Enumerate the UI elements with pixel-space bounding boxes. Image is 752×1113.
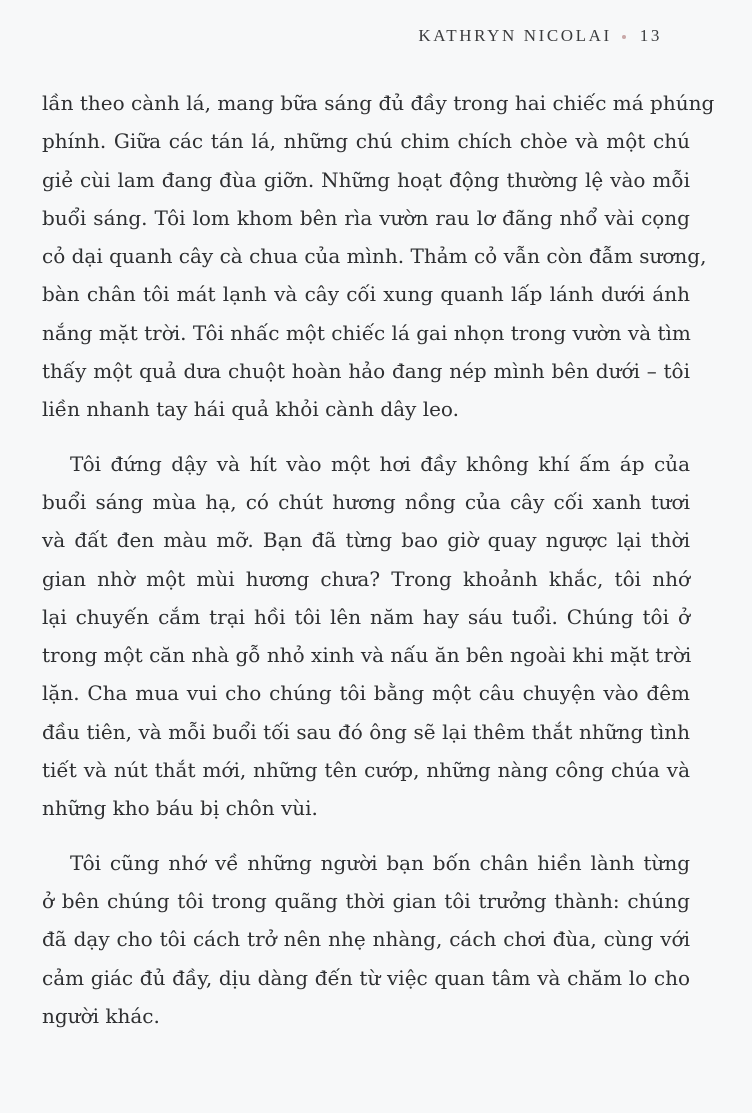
text-line: buổi sáng. Tôi lom khom bên rìa vườn rau lơ đãng nhổ vài cọng [42,205,690,230]
running-header [418,26,662,46]
text-line: và đất đen màu mỡ. Bạn đã từng bao giờ quay ngược lại thời [42,528,690,553]
text-line: Tôi cũng nhớ về những người bạn bốn chân hiền lành từng [70,850,690,875]
text-line: đã dạy cho tôi cách trở nên nhẹ nhàng, cách chơi đùa, cùng với [42,927,690,952]
text-line: cảm giác đủ đầy, dịu dàng đến từ việc quan tâm và chăm lo cho [42,965,690,990]
page-number: 13 [639,26,662,45]
text-line: phính. Giữa các tán lá, những chú chim chích chòe và một chú [42,129,690,154]
text-line: những kho báu bị chôn vùi. [42,796,318,821]
text-line: thấy một quả dưa chuột hoàn hảo đang nép mình bên dưới – tôi [42,359,690,384]
text-line: buổi sáng mùa hạ, có chút hương nồng của cây cối xanh tươi [42,489,690,514]
author-name: KATHRYN NICOLAI [418,26,612,45]
paragraph-1 [42,84,715,429]
separator-dot-icon [622,35,626,39]
text-line: đầu tiên, và mỗi buổi tối sau đó ông sẽ lại thêm thắt những tình [42,719,690,744]
text-line: Tôi đứng dậy và hít vào một hơi đầy không khí ấm áp của [70,451,690,476]
text-line: cỏ dại quanh cây cà chua của mình. Thảm cỏ vẫn còn đẫm sương, [42,244,707,269]
text-line: trong một căn nhà gỗ nhỏ xinh và nấu ăn bên ngoài khi mặt trời [42,643,692,668]
text-line: lần theo cành lá, mang bữa sáng đủ đầy trong hai chiếc má phúng [42,91,715,115]
text-line: gian nhờ một mùi hương chưa? Trong khoảnh khắc, tôi nhớ [42,566,690,591]
text-line: bàn chân tôi mát lạnh và cây cối xung quanh lấp lánh dưới ánh [42,282,690,307]
text-line: tiết và nút thắt mới, những tên cướp, những nàng công chúa và [42,758,690,783]
body-text [42,84,715,1051]
paragraph-2 [42,445,690,828]
text-line: giẻ cùi lam đang đùa giỡn. Những hoạt động thường lệ vào mỗi [42,167,690,192]
text-line: lại chuyến cắm trại hồi tôi lên năm hay sáu tuổi. Chúng tôi ở [42,604,690,629]
text-line: nắng mặt trời. Tôi nhấc một chiếc lá gai nhọn trong vườn và tìm [42,320,691,345]
paragraph-3 [42,844,690,1035]
text-line: lặn. Cha mua vui cho chúng tôi bằng một câu chuyện vào đêm [42,681,690,706]
text-line: ở bên chúng tôi trong quãng thời gian tôi trưởng thành: chúng [42,888,690,913]
text-line: người khác. [42,1003,160,1028]
text-line: liền nhanh tay hái quả khỏi cành dây leo. [42,397,459,422]
